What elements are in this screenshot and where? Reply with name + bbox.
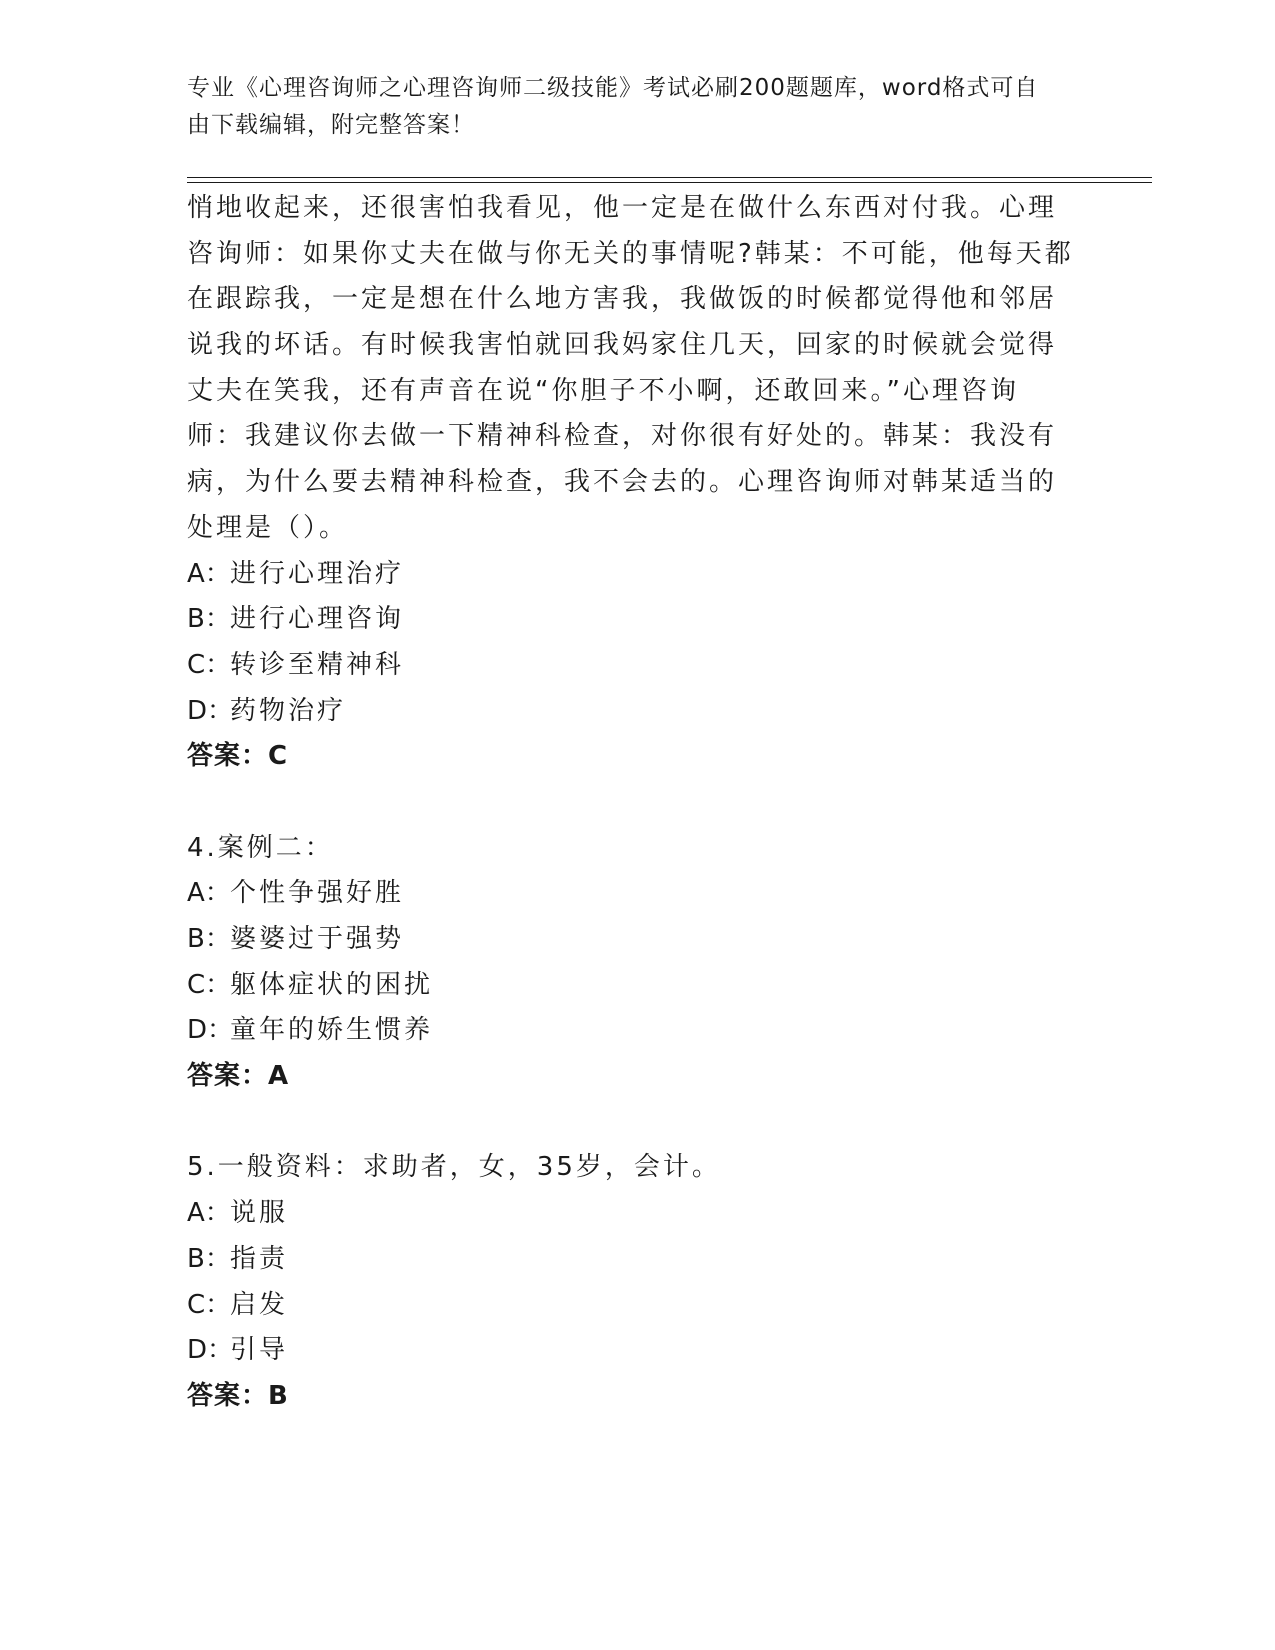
header-divider-top: [187, 177, 1152, 178]
option-b: [187, 1237, 1087, 1283]
option-key: A：: [187, 1198, 231, 1229]
header-divider-bottom: [187, 182, 1152, 183]
stem-line: 病，为什么要去精神科检查，我不会去的。心理咨询师对韩某适当的: [187, 467, 1058, 498]
option-key: D：: [187, 695, 234, 726]
stem-line: 师：我建议你去做一下精神科检查，对你很有好处的。韩某：我没有: [187, 421, 1058, 452]
option-b: [187, 917, 1087, 963]
option-text: 进行心理治疗: [230, 558, 405, 589]
option-d: [187, 1328, 1087, 1374]
option-key: D：: [187, 1015, 234, 1046]
option-text: 引导: [230, 1335, 289, 1366]
option-text: 药物治疗: [230, 695, 347, 726]
option-key: B：: [187, 604, 231, 635]
option-text: 指责: [230, 1243, 289, 1274]
question-3-stem: [187, 186, 1087, 552]
option-text: 启发: [230, 1289, 289, 1320]
stem-line: 在跟踪我，一定是想在什么地方害我，我做饭的时候都觉得他和邻居: [187, 284, 1058, 315]
option-key: B：: [187, 1243, 231, 1274]
option-d: [187, 1008, 1087, 1054]
question-4: [187, 826, 1087, 1100]
document-body: [187, 186, 1087, 1420]
header-line-2: 由下载编辑，附完整答案！: [187, 112, 475, 138]
option-c: [187, 643, 1087, 689]
stem-line: 悄地收起来，还很害怕我看见，他一定是在做什么东西对付我。心理: [187, 193, 1058, 223]
option-c: [187, 1283, 1087, 1329]
option-a: [187, 871, 1087, 917]
answer-label: 答案：B: [187, 1380, 289, 1411]
option-text: 童年的娇生惯养: [230, 1015, 434, 1046]
option-key: C：: [187, 969, 232, 1000]
question-5: [187, 1145, 1087, 1419]
answer-label: 答案：A: [187, 1061, 290, 1092]
stem-line: 处理是（）。: [187, 512, 349, 543]
option-b: [187, 597, 1087, 643]
option-text: 说服: [230, 1198, 289, 1229]
option-text: 转诊至精神科: [230, 649, 405, 680]
question-3: [187, 186, 1087, 780]
option-key: A：: [187, 878, 231, 909]
option-key: C：: [187, 649, 232, 680]
question-5-stem: 5.一般资料：求助者，女，35岁，会计。: [187, 1152, 721, 1183]
stem-line: 丈夫在笑我，还有声音在说“你胆子不小啊，还敢回来。”心理咨询: [187, 375, 1019, 406]
option-key: D：: [187, 1335, 234, 1366]
option-key: B：: [187, 924, 231, 954]
answer-label: 答案：C: [187, 741, 289, 772]
option-d: [187, 689, 1087, 735]
option-a: [187, 552, 1087, 598]
option-text: 个性争强好胜: [230, 878, 405, 909]
option-text: 躯体症状的困扰: [230, 969, 434, 1000]
spacer: [187, 1100, 1087, 1146]
header-line-1: 专业《心理咨询师之心理咨询师二级技能》考试必刷200题题库，word格式可自: [187, 75, 1039, 101]
stem-line: 说我的坏话。有时候我害怕就回我妈家住几天，回家的时候就会觉得: [187, 330, 1058, 361]
option-c: [187, 963, 1087, 1009]
option-key: A：: [187, 558, 231, 589]
option-text: 婆婆过于强势: [230, 924, 405, 954]
option-a: [187, 1191, 1087, 1237]
option-key: C：: [187, 1289, 232, 1320]
question-4-stem: 4.案例二：: [187, 832, 334, 863]
spacer: [187, 780, 1087, 826]
option-text: 进行心理咨询: [230, 604, 405, 635]
document-header: [187, 70, 1067, 144]
stem-line: 咨询师：如果你丈夫在做与你无关的事情呢?韩某：不可能，他每天都: [187, 238, 1074, 269]
